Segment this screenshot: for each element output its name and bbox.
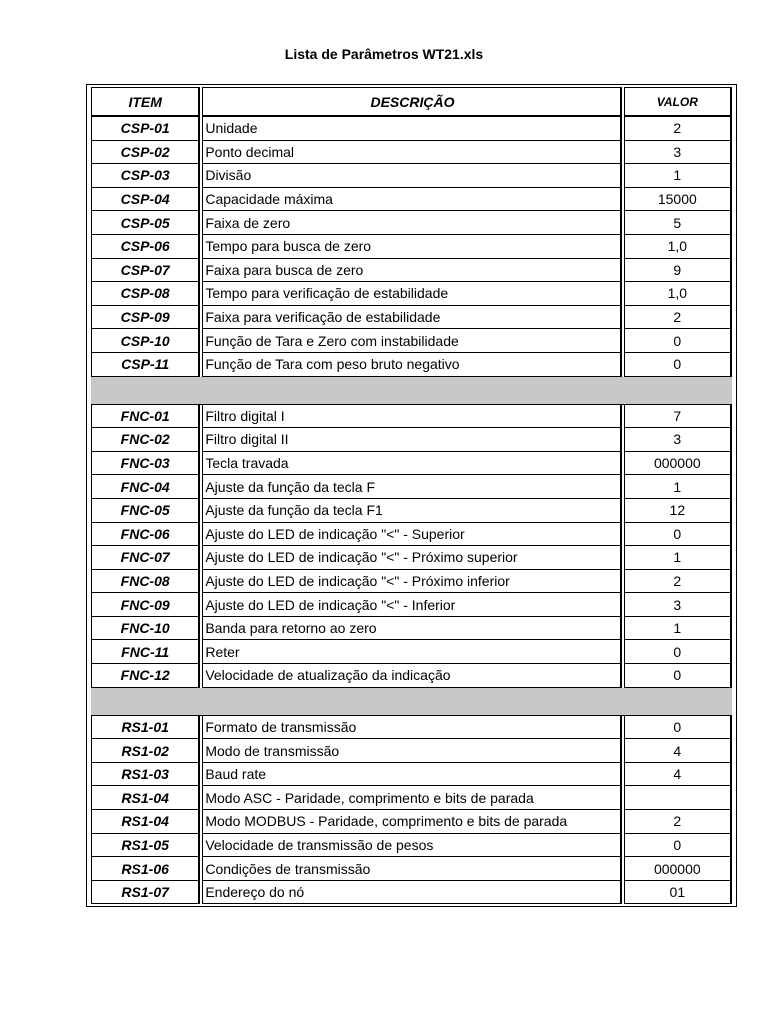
item-description: Ajuste do LED de indicação "<" - Superior: [202, 523, 621, 547]
item-code: FNC-05: [91, 499, 200, 523]
item-code: CSP-10: [91, 329, 200, 353]
item-code: RS1-06: [91, 857, 200, 881]
item-code: FNC-04: [91, 475, 200, 499]
separator-cell: [91, 377, 732, 405]
table-row: [91, 881, 732, 905]
item-value: 0: [624, 834, 732, 858]
item-value: 000000: [624, 452, 732, 476]
item-code: CSP-02: [91, 141, 200, 165]
item-description: Velocidade de transmissão de pesos: [202, 834, 621, 858]
item-value: 2: [624, 810, 732, 834]
item-code: CSP-06: [91, 235, 200, 259]
separator-cell: [91, 688, 732, 716]
item-code: CSP-08: [91, 282, 200, 306]
item-description: Modo ASC - Paridade, comprimento e bits de parada: [202, 786, 621, 810]
table-row: [91, 188, 732, 212]
table-row: [91, 640, 732, 664]
item-description: Função de Tara com peso bruto negativo: [202, 353, 621, 377]
item-code: FNC-06: [91, 523, 200, 547]
table-row: [91, 786, 732, 810]
table-row: [91, 716, 732, 740]
table-row: [91, 259, 732, 283]
item-value: 9: [624, 259, 732, 283]
table-row: [91, 452, 732, 476]
item-value: [624, 786, 732, 810]
table-row: [91, 282, 732, 306]
table-row: [91, 164, 732, 188]
item-value: 3: [624, 593, 732, 617]
item-code: RS1-01: [91, 716, 200, 740]
item-value: 3: [624, 428, 732, 452]
item-description: Modo MODBUS - Paridade, comprimento e bits de parada: [202, 810, 621, 834]
table-header-row: [91, 87, 732, 117]
item-description: Divisão: [202, 164, 621, 188]
item-code: RS1-04: [91, 786, 200, 810]
item-code: CSP-01: [91, 117, 200, 141]
table-row: [91, 475, 732, 499]
item-value: 2: [624, 570, 732, 594]
item-description: Tempo para busca de zero: [202, 235, 621, 259]
item-description: Unidade: [202, 117, 621, 141]
table-row: [91, 834, 732, 858]
item-value: 0: [624, 716, 732, 740]
item-code: FNC-02: [91, 428, 200, 452]
item-code: RS1-05: [91, 834, 200, 858]
item-value: 1: [624, 546, 732, 570]
header-item: ITEM: [91, 87, 200, 117]
item-description: Capacidade máxima: [202, 188, 621, 212]
item-value: 5: [624, 211, 732, 235]
item-value: 1: [624, 617, 732, 641]
table-row: [91, 329, 732, 353]
item-code: CSP-04: [91, 188, 200, 212]
item-description: Ajuste da função da tecla F1: [202, 499, 621, 523]
item-description: Modo de transmissão: [202, 739, 621, 763]
table-row: [91, 211, 732, 235]
item-code: RS1-03: [91, 763, 200, 787]
item-description: Ponto decimal: [202, 141, 621, 165]
table-row: [91, 617, 732, 641]
table-row: [91, 593, 732, 617]
header-valor: VALOR: [624, 87, 732, 117]
item-description: Banda para retorno ao zero: [202, 617, 621, 641]
item-value: 3: [624, 141, 732, 165]
item-value: 12: [624, 499, 732, 523]
item-value: 0: [624, 353, 732, 377]
item-code: FNC-03: [91, 452, 200, 476]
item-value: 4: [624, 763, 732, 787]
table-row: [91, 763, 732, 787]
item-description: Ajuste do LED de indicação "<" - Próximo superior: [202, 546, 621, 570]
table-row: [91, 499, 732, 523]
item-description: Endereço do nó: [202, 881, 621, 905]
item-value: 1: [624, 475, 732, 499]
item-value: 1,0: [624, 235, 732, 259]
item-value: 2: [624, 306, 732, 330]
item-description: Faixa de zero: [202, 211, 621, 235]
table-row: [91, 428, 732, 452]
table-row: [91, 810, 732, 834]
table-row: [91, 405, 732, 429]
item-description: Filtro digital I: [202, 405, 621, 429]
table-row: [91, 546, 732, 570]
item-value: 0: [624, 664, 732, 688]
item-code: FNC-07: [91, 546, 200, 570]
table-row: [91, 306, 732, 330]
item-description: Função de Tara e Zero com instabilidade: [202, 329, 621, 353]
parameter-table: [86, 84, 737, 907]
item-code: CSP-07: [91, 259, 200, 283]
item-code: FNC-09: [91, 593, 200, 617]
table-row: [91, 523, 732, 547]
item-code: FNC-08: [91, 570, 200, 594]
item-value: 7: [624, 405, 732, 429]
item-code: FNC-11: [91, 640, 200, 664]
item-description: Ajuste do LED de indicação "<" - Inferior: [202, 593, 621, 617]
item-code: FNC-10: [91, 617, 200, 641]
item-description: Reter: [202, 640, 621, 664]
item-code: CSP-05: [91, 211, 200, 235]
table-row: [91, 353, 732, 377]
table-row: [91, 141, 732, 165]
item-value: 1: [624, 164, 732, 188]
item-value: 0: [624, 329, 732, 353]
table-row: [91, 235, 732, 259]
table-row: [91, 857, 732, 881]
item-description: Ajuste do LED de indicação "<" - Próximo inferior: [202, 570, 621, 594]
table-row: [91, 570, 732, 594]
item-value: 1,0: [624, 282, 732, 306]
item-code: RS1-04: [91, 810, 200, 834]
section-separator: [91, 377, 732, 405]
item-description: Faixa para busca de zero: [202, 259, 621, 283]
table-row: [91, 664, 732, 688]
item-value: 01: [624, 881, 732, 905]
item-description: Ajuste da função da tecla F: [202, 475, 621, 499]
document-title: Lista de Parâmetros WT21.xls: [284, 46, 484, 62]
item-value: 15000: [624, 188, 732, 212]
item-code: CSP-11: [91, 353, 200, 377]
item-value: 4: [624, 739, 732, 763]
item-description: Condições de transmissão: [202, 857, 621, 881]
item-description: Velocidade de atualização da indicação: [202, 664, 621, 688]
item-value: 0: [624, 640, 732, 664]
item-code: CSP-03: [91, 164, 200, 188]
item-description: Faixa para verificação de estabilidade: [202, 306, 621, 330]
table-row: [91, 739, 732, 763]
item-code: CSP-09: [91, 306, 200, 330]
item-value: 0: [624, 523, 732, 547]
table-row: [91, 117, 732, 141]
item-description: Tecla travada: [202, 452, 621, 476]
item-description: Baud rate: [202, 763, 621, 787]
item-value: 2: [624, 117, 732, 141]
item-description: Filtro digital II: [202, 428, 621, 452]
item-code: FNC-01: [91, 405, 200, 429]
section-separator: [91, 688, 732, 716]
item-description: Tempo para verificação de estabilidade: [202, 282, 621, 306]
header-descricao: DESCRIÇÃO: [202, 87, 621, 117]
item-code: RS1-07: [91, 881, 200, 905]
item-description: Formato de transmissão: [202, 716, 621, 740]
item-value: 000000: [624, 857, 732, 881]
item-code: RS1-02: [91, 739, 200, 763]
item-code: FNC-12: [91, 664, 200, 688]
